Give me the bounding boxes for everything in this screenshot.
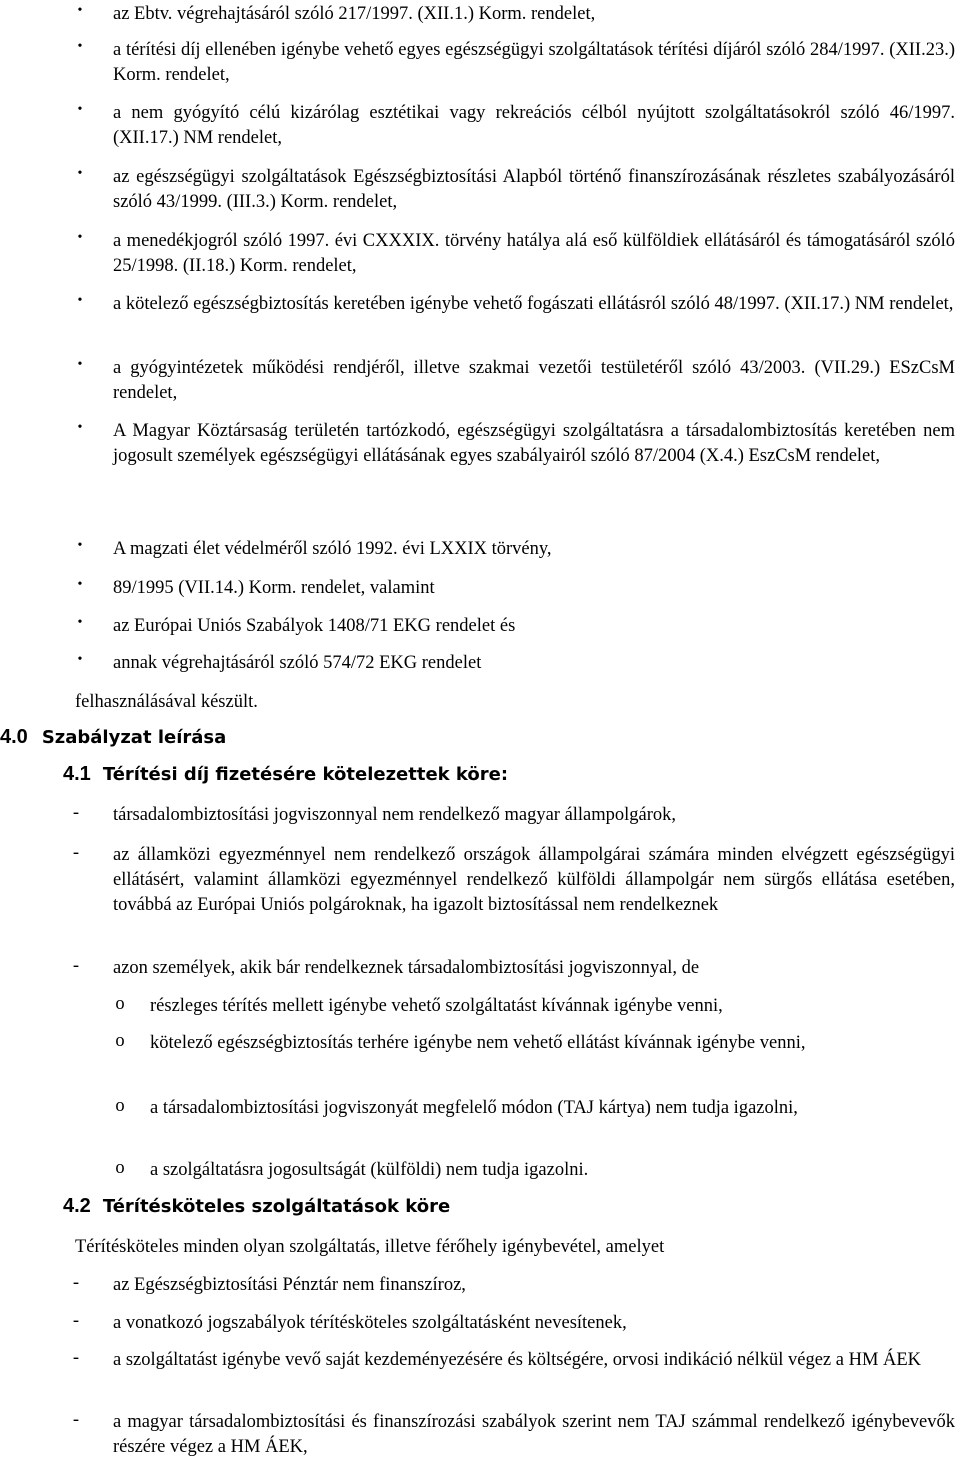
circle-marker: o <box>115 1158 125 1178</box>
reference-text: a kötelező egészségbiztosítás keretében igénybe vehető fogászati ellátásról szóló 48/1997. (XII.17.) NM rendelet, <box>113 294 954 314</box>
obligor-subtext: a társadalombiztosítási jogviszonyát megfelelő módon (TAJ kártya) nem tudja igazolni, <box>150 1098 798 1118</box>
section-number: 4.0 <box>0 726 28 748</box>
subsection-heading <box>63 763 508 786</box>
subsection-title: Térítésköteles szolgáltatások köre <box>102 1196 451 1217</box>
reference-text: a gyógyintézetek működési rendjéről, illetve szakmai vezetői testületéről szóló 43/2003. (VII.29.) ESzCsM rendelet, <box>113 358 955 403</box>
obligor-text: az államközi egyezménnyel nem rendelkező országok állampolgárai számára minden elvégzett egészségügyi ellátásért, valamint államközi egyezménnyel rendelkező külföldi állampolgár nem sürgős ellátása esetében, továbbá az Európai Uniós polgároknak, ha igazolt biztosítással nem rendelkeznek <box>113 845 955 915</box>
dash-marker: - <box>72 956 80 976</box>
bullet-marker: • <box>77 166 83 181</box>
bullet-marker: • <box>77 102 83 117</box>
dash-marker: - <box>72 1273 80 1293</box>
reference-text: az Európai Uniós Szabályok 1408/71 EKG rendelet és <box>113 616 516 636</box>
bullet-marker: • <box>77 538 83 553</box>
service-text: a vonatkozó jogszabályok térítésköteles szolgáltatásként nevesítenek, <box>113 1313 627 1333</box>
bullet-marker: • <box>77 39 83 54</box>
closing-text: felhasználásával készült. <box>75 692 258 712</box>
reference-text: A magzati élet védelméről szóló 1992. évi LXXIX törvény, <box>113 539 552 559</box>
subsection-number: 4.2 <box>63 1195 91 1217</box>
bullet-marker: • <box>77 230 83 245</box>
reference-text: az Ebtv. végrehajtásáról szóló 217/1997. (XII.1.) Korm. rendelet, <box>113 4 596 24</box>
obligor-subtext: a szolgáltatásra jogosultságát (külföldi) nem tudja igazolni. <box>150 1160 589 1180</box>
obligor-subtext: kötelező egészségbiztosítás terhére igénybe nem vehető ellátást kívánnak igénybe venni, <box>150 1033 806 1053</box>
obligor-text: társadalombiztosítási jogviszonnyal nem rendelkező magyar állampolgárok, <box>113 805 677 825</box>
dash-marker: - <box>72 803 80 823</box>
intro-text: Térítésköteles minden olyan szolgáltatás, illetve férőhely igénybevétel, amelyet <box>75 1237 665 1257</box>
dash-marker: - <box>72 1410 80 1430</box>
section-heading <box>0 726 226 749</box>
obligor-subtext: részleges térítés mellett igénybe vehető szolgáltatást kívánnak igénybe venni, <box>150 996 723 1016</box>
service-text: a szolgáltatást igénybe vevő saját kezdeményezésére és költségére, orvosi indikáció nélkül végez a HM ÁEK <box>113 1350 922 1370</box>
circle-marker: o <box>115 1031 125 1051</box>
reference-text: a menedékjogról szóló 1997. évi CXXXIX. törvény hatálya alá eső külföldiek ellátásáról és támogatásáról szóló 25/1998. (II.18.) Korm. rendelet, <box>113 231 955 276</box>
reference-text: 89/1995 (VII.14.) Korm. rendelet, valamint <box>113 578 435 598</box>
section-title: Szabályzat leírása <box>41 727 227 748</box>
bullet-marker: • <box>77 357 83 372</box>
service-text: a magyar társadalombiztosítási és finanszírozási szabályok szerint nem TAJ számmal rendelkező igénybevevők részére végez a HM ÁEK, <box>113 1412 955 1457</box>
dash-marker: - <box>72 1348 80 1368</box>
dash-marker: - <box>72 843 80 863</box>
obligor-text: azon személyek, akik bár rendelkeznek társadalombiztosítási jogviszonnyal, de <box>113 958 700 978</box>
bullet-marker: • <box>77 652 83 667</box>
subsection-title: Térítési díj fizetésére kötelezettek köre: <box>102 764 509 785</box>
service-text: az Egészségbiztosítási Pénztár nem finanszíroz, <box>113 1275 466 1295</box>
bullet-marker: • <box>77 577 83 592</box>
subsection-number: 4.1 <box>63 763 91 785</box>
bullet-marker: • <box>77 293 83 308</box>
reference-text: a nem gyógyító célú kizárólag esztétikai vagy rekreációs célból nyújtott szolgáltatásokról szóló 46/1997. (XII.17.) NM rendelet, <box>113 103 955 148</box>
dash-marker: - <box>72 1311 80 1331</box>
bullet-marker: • <box>77 615 83 630</box>
reference-text: az egészségügyi szolgáltatások Egészségbiztosítási Alapból történő finanszírozásának részletes szabályozásáról szóló 43/1999. (III.3.) Korm. rendelet, <box>113 167 955 212</box>
bullet-marker: • <box>77 420 83 435</box>
reference-text: a térítési díj ellenében igénybe vehető egyes egészségügyi szolgáltatások térítési díjáról szóló 284/1997. (XII.23.) Korm. rendelet, <box>113 40 955 85</box>
bullet-marker: • <box>77 3 83 18</box>
circle-marker: o <box>115 994 125 1014</box>
circle-marker: o <box>115 1096 125 1116</box>
reference-text: annak végrehajtásáról szóló 574/72 EKG rendelet <box>113 653 482 673</box>
reference-text: A Magyar Köztársaság területén tartózkodó, egészségügyi szolgáltatásra a társadalombiztosítás keretében nem jogosult személyek egészségügyi ellátásának egyes szabályairól szóló 87/2004 (X.4.) EszCsM rendelet, <box>113 421 955 466</box>
subsection-heading <box>63 1195 450 1218</box>
